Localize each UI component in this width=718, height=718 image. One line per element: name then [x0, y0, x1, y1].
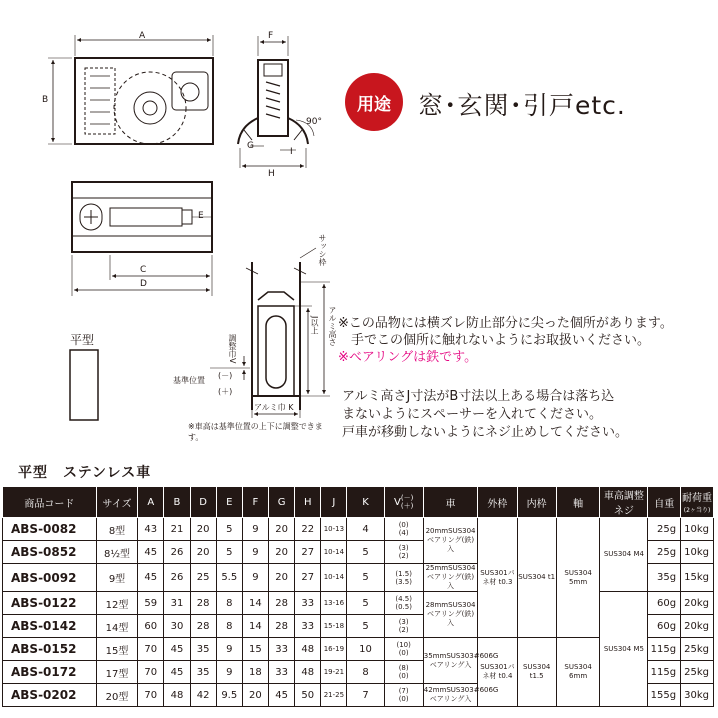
header-weight: 自重	[648, 487, 681, 518]
cell-e: 5	[216, 518, 242, 541]
cell-weight: 60g	[648, 615, 681, 638]
cell-v-plus: (0)	[398, 695, 409, 703]
header-b: B	[164, 487, 190, 518]
header-code: 商品コード	[3, 487, 97, 518]
cell-d: 20	[190, 541, 216, 564]
cell-j: 15-18	[321, 615, 347, 638]
cell-h: 50	[295, 684, 321, 707]
header-h: H	[295, 487, 321, 518]
cell-v-minus: (1.5)	[395, 569, 412, 578]
label-d: D	[140, 279, 147, 289]
cell-k: 5	[347, 541, 384, 564]
cell-load: 10kg	[681, 518, 714, 541]
cell-j: 16-19	[321, 638, 347, 661]
cell-outer: SUS301パネ材 t0.4	[478, 638, 517, 707]
cell-e: 9.5	[216, 684, 242, 707]
cell-g: 28	[269, 592, 295, 615]
cell-screw: SUS304 M4	[600, 518, 648, 592]
cell-e: 8	[216, 592, 242, 615]
cell-a: 43	[138, 518, 164, 541]
cell-g: 20	[269, 518, 295, 541]
header-wheel: 車	[423, 487, 478, 518]
cell-load: 25kg	[681, 661, 714, 684]
label-ref-position: 基準位置	[173, 376, 205, 385]
cell-wheel: 35mmSUS303#606Gベアリング入	[423, 638, 478, 684]
cell-code: ABS-0852	[3, 541, 97, 564]
label-alumi-width: アルミ巾 K	[254, 403, 294, 412]
header-g: G	[269, 487, 295, 518]
cell-j: 10-13	[321, 518, 347, 541]
label-flat-type: 平型	[70, 333, 95, 347]
cell-k: 8	[347, 661, 384, 684]
cell-g: 33	[269, 661, 295, 684]
cell-e: 8	[216, 615, 242, 638]
cell-weight: 155g	[648, 684, 681, 707]
cell-k: 4	[347, 518, 384, 541]
cell-h: 27	[295, 541, 321, 564]
cell-v-minus: (3)	[398, 618, 409, 626]
cell-screw: SUS304 M5	[600, 592, 648, 707]
cell-j: 10-14	[321, 541, 347, 564]
cell-code: ABS-0172	[3, 661, 97, 684]
label-plus: (＋)	[218, 387, 233, 396]
cell-f: 15	[242, 638, 268, 661]
cell-f: 14	[242, 592, 268, 615]
usage-text: 窓･玄関･引戸etc.	[418, 91, 626, 120]
cell-v	[384, 564, 423, 592]
cell-f: 9	[242, 518, 268, 541]
cell-a: 45	[138, 564, 164, 592]
table-row	[3, 592, 714, 615]
cell-load: 20kg	[681, 615, 714, 638]
cell-v	[384, 684, 423, 707]
cell-k: 5	[347, 564, 384, 592]
front-view	[48, 35, 213, 144]
cell-v	[384, 592, 423, 615]
cell-d: 35	[190, 638, 216, 661]
cell-v-plus: (3.5)	[395, 577, 412, 586]
cell-a: 70	[138, 684, 164, 707]
screw-note: 戸車が移動しないようにネジ止めしてください。	[342, 425, 629, 440]
cell-b: 21	[164, 518, 190, 541]
cell-load: 10kg	[681, 541, 714, 564]
cell-code: ABS-0142	[3, 615, 97, 638]
cell-v	[384, 541, 423, 564]
cell-k: 5	[347, 592, 384, 615]
cell-v-plus: (0)	[398, 649, 409, 657]
cell-v-plus: (2)	[398, 552, 409, 560]
cell-f: 14	[242, 615, 268, 638]
cell-size: 17型	[96, 661, 137, 684]
cell-b: 45	[164, 638, 190, 661]
label-a: A	[139, 31, 146, 41]
cell-d: 42	[190, 684, 216, 707]
cell-a: 59	[138, 592, 164, 615]
cell-inner: SUS304 t1.5	[517, 638, 556, 707]
cell-weight: 115g	[648, 638, 681, 661]
spacer-note-2: まないようにスペーサーを入れてください。	[342, 407, 603, 422]
header-screw: 車高調整ネジ	[600, 487, 648, 518]
cell-a: 60	[138, 615, 164, 638]
label-sash-frame: サッシ枠	[318, 234, 327, 266]
warning-line-1: ※この品物には横ズレ防止部分に尖った個所があります。	[338, 316, 673, 331]
cell-f: 20	[242, 684, 268, 707]
cell-b: 26	[164, 564, 190, 592]
header-j: J	[321, 487, 347, 518]
header-e: E	[216, 487, 242, 518]
label-note-adjust: ※車高は基準位置の上下に調整できます。	[188, 422, 323, 442]
cell-d: 25	[190, 564, 216, 592]
cell-k: 5	[347, 615, 384, 638]
flat-type-shape	[70, 350, 98, 420]
cell-e: 9	[216, 661, 242, 684]
header-a: A	[138, 487, 164, 518]
cell-v	[384, 661, 423, 684]
cell-v-plus: (0)	[398, 672, 409, 680]
cell-k: 10	[347, 638, 384, 661]
cell-axle: SUS304 6mm	[556, 638, 600, 707]
cell-weight: 60g	[648, 592, 681, 615]
cell-j: 10-14	[321, 564, 347, 592]
cell-size: 15型	[96, 638, 137, 661]
cell-a: 45	[138, 541, 164, 564]
label-e: E	[198, 211, 204, 221]
cell-v	[384, 615, 423, 638]
cell-g: 45	[269, 684, 295, 707]
cell-f: 9	[242, 564, 268, 592]
cell-inner: SUS304 t1	[517, 518, 556, 638]
header-inner: 内枠	[517, 487, 556, 518]
cell-wheel: 20mmSUS304ベアリング(鉄)入	[423, 518, 478, 564]
cell-size: 8型	[96, 518, 137, 541]
cell-f: 9	[242, 541, 268, 564]
cell-size: 20型	[96, 684, 137, 707]
header-size: サイズ	[96, 487, 137, 518]
cell-b: 45	[164, 661, 190, 684]
cell-size: 14型	[96, 615, 137, 638]
cell-wheel: 42mmSUS303#606Gベアリング入	[423, 684, 478, 707]
label-j-or-more: J以上	[310, 316, 319, 335]
cell-b: 48	[164, 684, 190, 707]
cell-v-minus: (7)	[398, 687, 409, 695]
cell-v-minus: (4.5)	[395, 595, 412, 603]
label-angle: 90°	[306, 117, 322, 127]
cell-j: 13-16	[321, 592, 347, 615]
cell-v-minus: (0)	[398, 521, 409, 529]
cell-k: 7	[347, 684, 384, 707]
warning-line-2: 手でこの個所に触れないようにお取扱いください。	[338, 333, 651, 348]
cell-h: 48	[295, 638, 321, 661]
cell-v-minus: (3)	[398, 544, 409, 552]
cell-d: 28	[190, 592, 216, 615]
cell-axle: SUS304 5mm	[556, 518, 600, 638]
cell-outer: SUS301パネ材 t0.3	[478, 518, 517, 638]
cell-weight: 25g	[648, 541, 681, 564]
cell-load: 15kg	[681, 564, 714, 592]
cell-b: 31	[164, 592, 190, 615]
cell-wheel: 28mmSUS304ベアリング(鉄)入	[423, 592, 478, 638]
bearing-note: ※ベアリングは鉄です。	[338, 350, 478, 365]
label-h: H	[268, 169, 275, 179]
cell-code: ABS-0122	[3, 592, 97, 615]
cell-weight: 25g	[648, 518, 681, 541]
cell-e: 5	[216, 541, 242, 564]
cell-v-plus: (0.5)	[395, 603, 412, 611]
cell-e: 9	[216, 638, 242, 661]
cell-code: ABS-0202	[3, 684, 97, 707]
cell-d: 20	[190, 518, 216, 541]
cell-code: ABS-0082	[3, 518, 97, 541]
cell-h: 33	[295, 615, 321, 638]
label-i: I	[290, 147, 293, 157]
cell-h: 27	[295, 564, 321, 592]
cell-j: 21-25	[321, 684, 347, 707]
cell-h: 22	[295, 518, 321, 541]
header-axle: 軸	[556, 487, 600, 518]
cell-v	[384, 638, 423, 661]
cell-d: 28	[190, 615, 216, 638]
cell-e: 5.5	[216, 564, 242, 592]
cell-f: 18	[242, 661, 268, 684]
cell-a: 70	[138, 661, 164, 684]
label-c: C	[140, 265, 147, 275]
usage-badge: 用途	[345, 73, 403, 131]
header-d: D	[190, 487, 216, 518]
label-adjust-width: 調整巾V	[228, 334, 237, 364]
cell-g: 33	[269, 638, 295, 661]
cell-size: 8½型	[96, 541, 137, 564]
header-v: V(－) (＋)	[384, 487, 423, 518]
cell-a: 70	[138, 638, 164, 661]
label-b: B	[42, 95, 49, 105]
section-title: 平型 ステンレス車	[18, 465, 152, 481]
cell-code: ABS-0152	[3, 638, 97, 661]
cell-b: 30	[164, 615, 190, 638]
cell-v-minus: (10)	[396, 641, 411, 649]
label-minus: (－)	[218, 371, 233, 380]
cell-h: 33	[295, 592, 321, 615]
spec-table	[2, 486, 714, 707]
cell-size: 9型	[96, 564, 137, 592]
spacer-note-1: アルミ高さJ寸法がB寸法以上ある場合は落ち込	[342, 389, 615, 404]
header-f: F	[242, 487, 268, 518]
cell-v-plus: (4)	[398, 529, 409, 537]
cell-g: 20	[269, 564, 295, 592]
label-f: F	[268, 31, 274, 41]
table-row	[3, 518, 714, 541]
cell-h: 48	[295, 661, 321, 684]
header-k: K	[347, 487, 384, 518]
cell-v-plus: (2)	[398, 626, 409, 634]
cell-weight: 35g	[648, 564, 681, 592]
table-header-row	[3, 487, 714, 518]
header-load: 耐荷重 (2ヶ当り)	[681, 487, 714, 518]
cell-b: 26	[164, 541, 190, 564]
header-outer: 外枠	[478, 487, 517, 518]
cell-load: 30kg	[681, 684, 714, 707]
cell-j: 19-21	[321, 661, 347, 684]
cell-size: 12型	[96, 592, 137, 615]
cell-code: ABS-0092	[3, 564, 97, 592]
cell-wheel: 25mmSUS304ベアリング(鉄)入	[423, 564, 478, 592]
cell-load: 20kg	[681, 592, 714, 615]
cell-g: 20	[269, 541, 295, 564]
cell-d: 35	[190, 661, 216, 684]
cell-v-minus: (8)	[398, 664, 409, 672]
cell-v	[384, 518, 423, 541]
cell-load: 25kg	[681, 638, 714, 661]
cell-weight: 115g	[648, 661, 681, 684]
label-g: G	[247, 141, 254, 151]
label-alumi-height: アルミ高さ	[328, 306, 337, 346]
cell-g: 28	[269, 615, 295, 638]
